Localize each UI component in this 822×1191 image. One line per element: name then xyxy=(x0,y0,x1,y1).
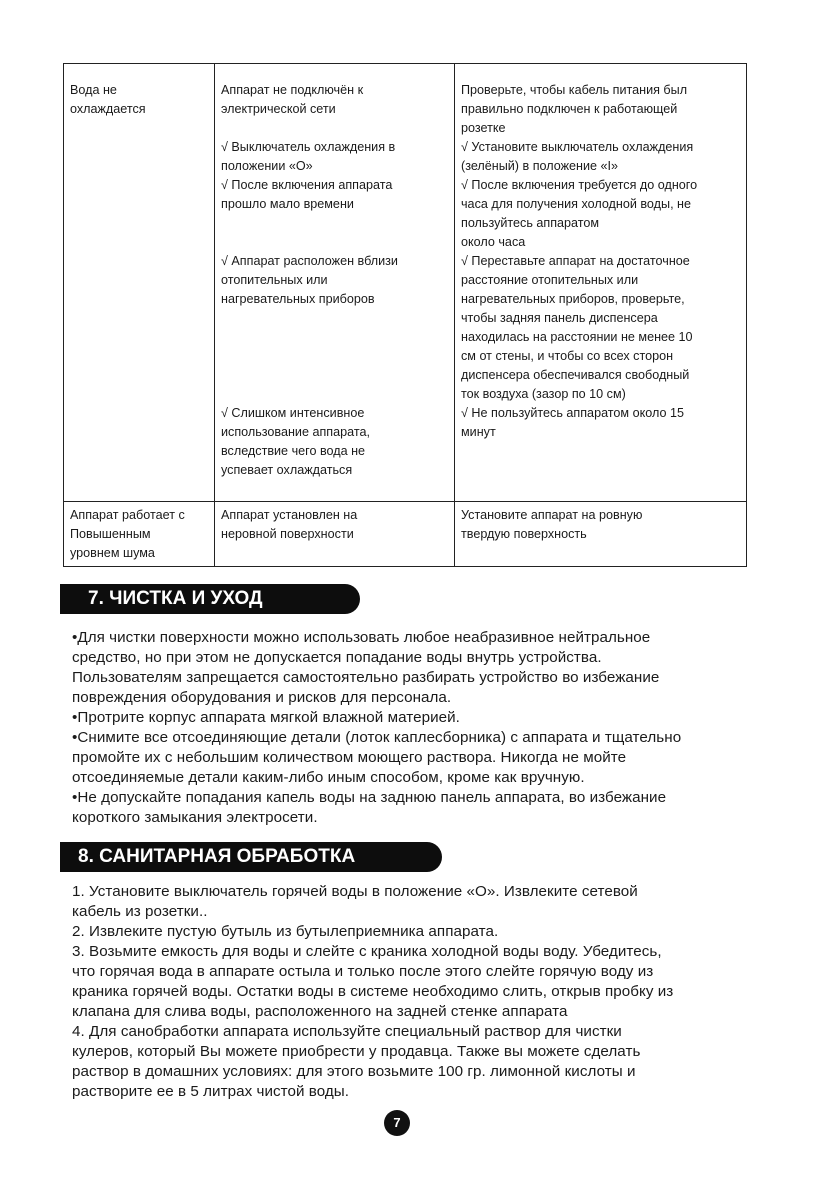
cell-line: диспенсера обеспечивался свободный xyxy=(461,368,690,382)
cell-line: минут xyxy=(461,425,496,439)
cell-line: чтобы задняя панель диспенсера xyxy=(461,311,658,325)
cell-line: Вода не xyxy=(70,83,117,97)
troubleshooting-table xyxy=(63,63,747,567)
cell-line: √ Аппарат расположен вблизи xyxy=(221,254,398,268)
cell-line: твердую поверхность xyxy=(461,527,587,541)
text-line: клапана для слива воды, расположенного на задней стенке аппарата xyxy=(72,1003,568,1020)
text-line: краника горячей воды. Остатки воды в системе необходимо слить, открыв пробку из xyxy=(72,983,674,1000)
cell-line: Установите аппарат на ровную xyxy=(461,508,643,522)
section-7-header xyxy=(60,584,360,614)
cell-line: прошло мало времени xyxy=(221,197,354,211)
text-line: промойте их с небольшим количеством моющего раствора. Никогда не мойте xyxy=(72,749,627,766)
cell-line: Аппарат работает с xyxy=(70,508,185,522)
text-line: 1. Установите выключатель горячей воды в положение «О». Извлеките сетевой xyxy=(72,883,638,900)
cell-line: √ Не пользуйтесь аппаратом около 15 xyxy=(461,406,684,420)
text-line: короткого замыкания электросети. xyxy=(72,809,318,826)
cell-line: успевает охлаждаться xyxy=(221,463,353,477)
table-row xyxy=(64,64,747,502)
cell-line: неровной поверхности xyxy=(221,527,354,541)
solution-cell xyxy=(455,64,747,502)
cell-line: часа для получения холодной воды, не xyxy=(461,197,692,211)
cell-line: уровнем шума xyxy=(70,546,155,560)
problem-cell xyxy=(64,502,215,567)
cell-line: пользуйтесь аппаратом xyxy=(461,216,600,230)
cell-line: розетке xyxy=(461,121,506,135)
cell-line: ток воздуха (зазор по 10 см) xyxy=(461,387,626,401)
cell-line: см от стены, и чтобы со всех сторон xyxy=(461,349,674,363)
text-line: повреждения оборудования и рисков для персонала. xyxy=(72,689,452,706)
cause-cell xyxy=(215,502,455,567)
cell-line: охлаждается xyxy=(70,102,146,116)
cell-line: √ Выключатель охлаждения в xyxy=(221,140,396,154)
text-line: 3. Возьмите емкость для воды и слейте с краника холодной воды воду. Убедитесь, xyxy=(72,943,662,960)
cell-line: √ Слишком интенсивное xyxy=(221,406,365,420)
solution-cell xyxy=(455,502,747,567)
cell-line: √ Переставьте аппарат на достаточное xyxy=(461,254,690,268)
section-8-title: 8. САНИТАРНАЯ ОБРАБОТКА xyxy=(78,846,356,867)
text-line: •Для чистки поверхности можно использовать любое неабразивное нейтральное xyxy=(72,629,651,646)
table-row xyxy=(64,502,747,567)
text-line: растворите ее в 5 литрах чистой воды. xyxy=(72,1083,350,1100)
text-line: средство, но при этом не допускается попадание воды внутрь устройства. xyxy=(72,649,602,666)
cell-line: √ После включения требуется до одного xyxy=(461,178,698,192)
text-line: 4. Для санобработки аппарата используйте специальный раствор для чистки xyxy=(72,1023,622,1040)
text-line: •Снимите все отсоединяющие детали (лоток каплесборника) с аппарата и тщательно xyxy=(72,729,682,746)
cell-line: электрической сети xyxy=(221,102,336,116)
cell-line: √ Установите выключатель охлаждения xyxy=(461,140,694,154)
text-line: 2. Извлеките пустую бутыль из бутылеприемника аппарата. xyxy=(72,923,499,940)
cell-line: около часа xyxy=(461,235,526,249)
cell-line: положении «О» xyxy=(221,159,313,173)
text-line: что горячая вода в аппарате остыла и только после этого слейте горячую воду из xyxy=(72,963,654,980)
cause-cell xyxy=(215,64,455,502)
section-7-text xyxy=(72,628,772,828)
text-line: раствор в домашних условиях: для этого возьмите 100 гр. лимонной кислоты и xyxy=(72,1063,636,1080)
cell-line: Аппарат установлен на xyxy=(221,508,358,522)
cell-line: Повышенным xyxy=(70,527,151,541)
cell-line: находилась на расстоянии не менее 10 xyxy=(461,330,693,344)
text-line: кабель из розетки.. xyxy=(72,903,208,920)
section-7-title: 7. ЧИСТКА И УХОД xyxy=(88,588,263,609)
cell-line: правильно подключен к работающей xyxy=(461,102,678,116)
cell-line: нагревательных приборов xyxy=(221,292,375,306)
text-line: •Не допускайте попадания капель воды на заднюю панель аппарата, во избежание xyxy=(72,789,667,806)
text-line: Пользователям запрещается самостоятельно разбирать устройство во избежание xyxy=(72,669,660,686)
cell-line: расстояние отопительных или xyxy=(461,273,639,287)
cell-line: отопительных или xyxy=(221,273,328,287)
cell-line: нагревательных приборов, проверьте, xyxy=(461,292,685,306)
section-8-text xyxy=(72,882,772,1102)
page-number: 7 xyxy=(384,1110,410,1136)
cell-line: (зелёный) в положение «I» xyxy=(461,159,619,173)
cell-line: √ После включения аппарата xyxy=(221,178,393,192)
text-line: отсоединяемые детали каким-либо иным способом, кроме как вручную. xyxy=(72,769,585,786)
cell-line: использование аппарата, xyxy=(221,425,370,439)
cell-line: Аппарат не подключён к xyxy=(221,83,364,97)
text-line: •Протрите корпус аппарата мягкой влажной материей. xyxy=(72,709,460,726)
section-8-header xyxy=(60,842,442,872)
cell-line: вследствие чего вода не xyxy=(221,444,366,458)
cell-line: Проверьте, чтобы кабель питания был xyxy=(461,83,688,97)
text-line: кулеров, который Вы можете приобрести у продавца. Также вы можете сделать xyxy=(72,1043,641,1060)
problem-cell xyxy=(64,64,215,502)
